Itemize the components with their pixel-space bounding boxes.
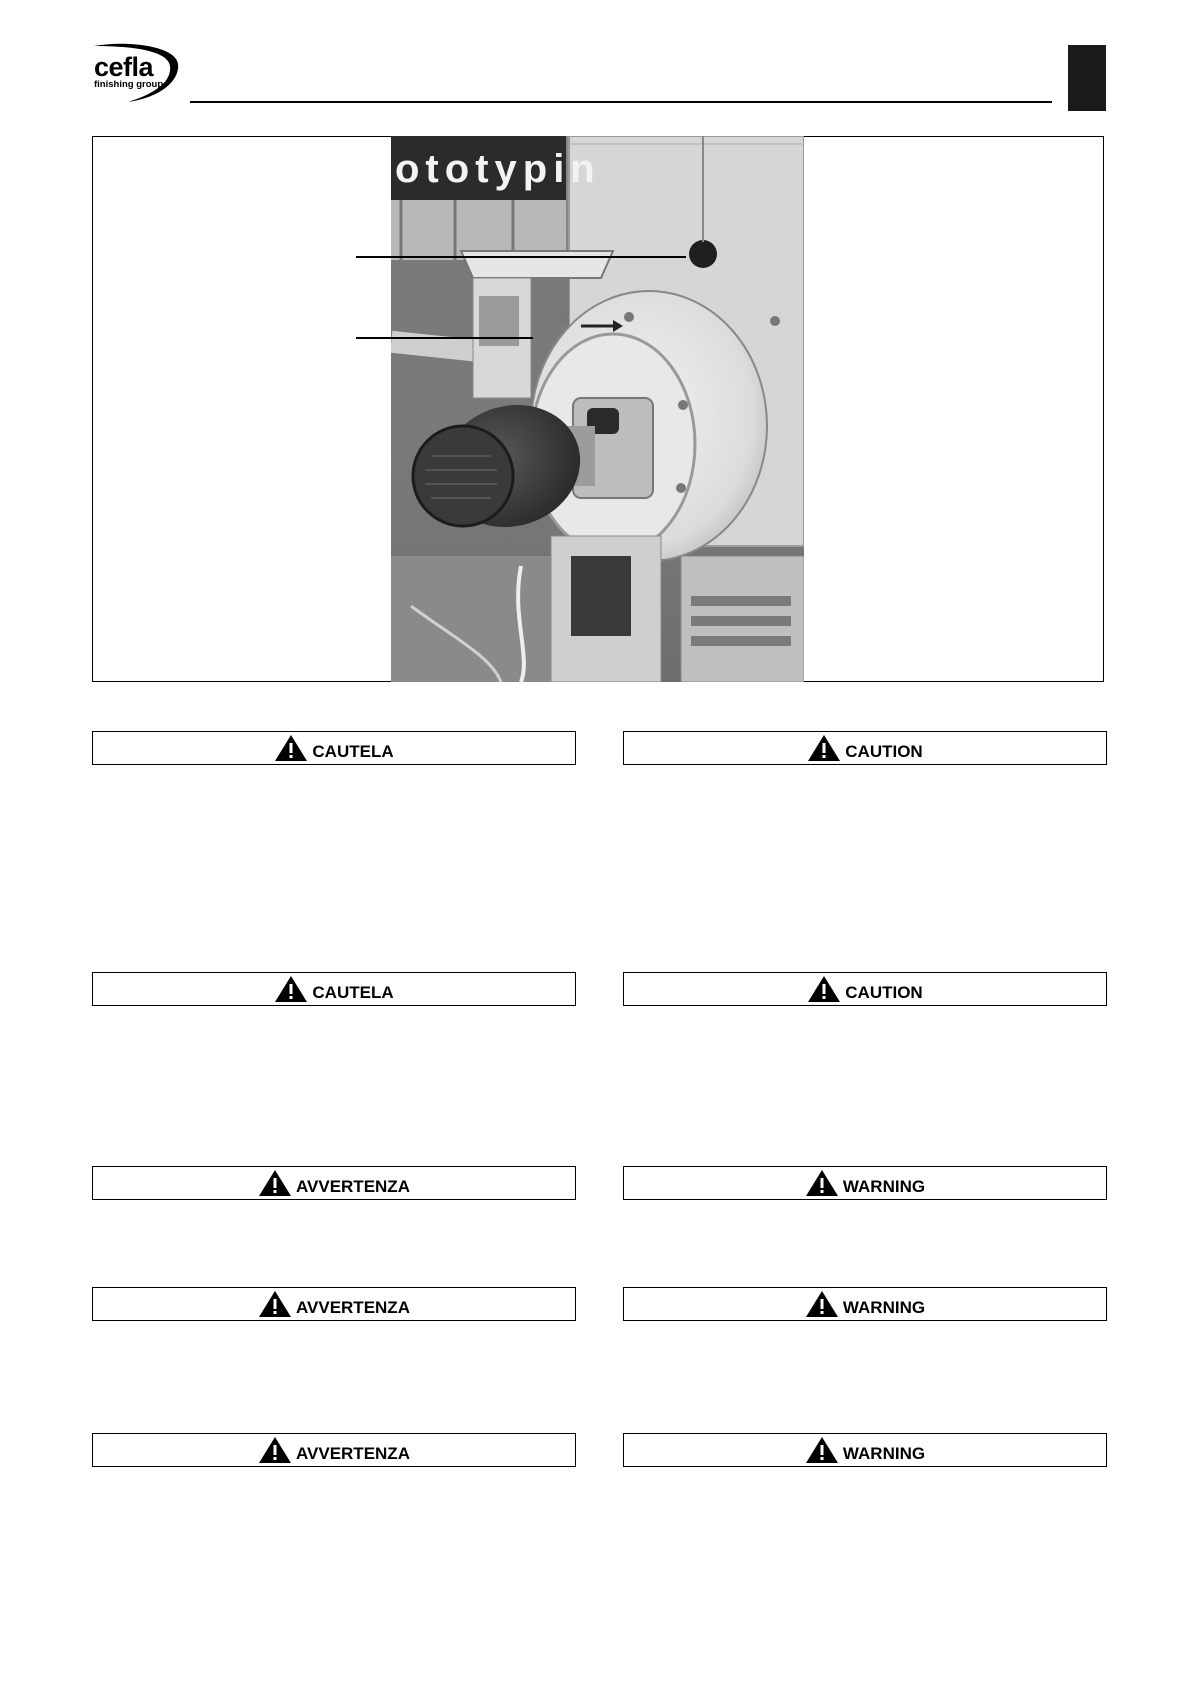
callout-line-flange [356, 337, 533, 339]
notice-label: CAUTION [845, 982, 923, 1002]
notice-label: CAUTELA [312, 982, 394, 1002]
notice-header-right-1 [623, 731, 1107, 765]
notice-header-left-4 [92, 1287, 576, 1321]
notice-header-left-5 [92, 1433, 576, 1467]
cefla-logo [88, 42, 188, 104]
warning-triangle-icon [805, 1290, 839, 1318]
notice-header-left-2 [92, 972, 576, 1006]
notice-label: CAUTION [845, 741, 923, 761]
notice-label: AVVERTENZA [296, 1297, 410, 1317]
notice-header-right-5 [623, 1433, 1107, 1467]
warning-triangle-icon [274, 975, 308, 1003]
callout-line-knob [356, 256, 686, 258]
notice-label: WARNING [842, 1176, 926, 1196]
warning-triangle-icon [805, 1436, 839, 1464]
logo-wordmark: cefla [94, 52, 154, 82]
section-tab [1068, 45, 1106, 111]
notice-header-right-3 [623, 1166, 1107, 1200]
notice-label: AVVERTENZA [296, 1443, 410, 1463]
warning-triangle-icon [258, 1169, 292, 1197]
warning-triangle-icon [274, 734, 308, 762]
notice-label: CAUTELA [312, 741, 394, 761]
warning-triangle-icon [258, 1290, 292, 1318]
header-rule [190, 101, 1052, 103]
warning-triangle-icon [258, 1436, 292, 1464]
notice-label: AVVERTENZA [296, 1176, 410, 1196]
notice-header-left-1 [92, 731, 576, 765]
notice-header-right-4 [623, 1287, 1107, 1321]
warning-triangle-icon [807, 975, 841, 1003]
notice-label: WARNING [842, 1297, 926, 1317]
logo-tagline: finishing group [94, 79, 164, 90]
notice-header-right-2 [623, 972, 1107, 1006]
fan-motor-photo [391, 136, 804, 682]
warning-triangle-icon [805, 1169, 839, 1197]
notice-header-left-3 [92, 1166, 576, 1200]
warning-triangle-icon [807, 734, 841, 762]
photo-banner-text: ototypin [395, 147, 601, 191]
notice-label: WARNING [842, 1443, 926, 1463]
